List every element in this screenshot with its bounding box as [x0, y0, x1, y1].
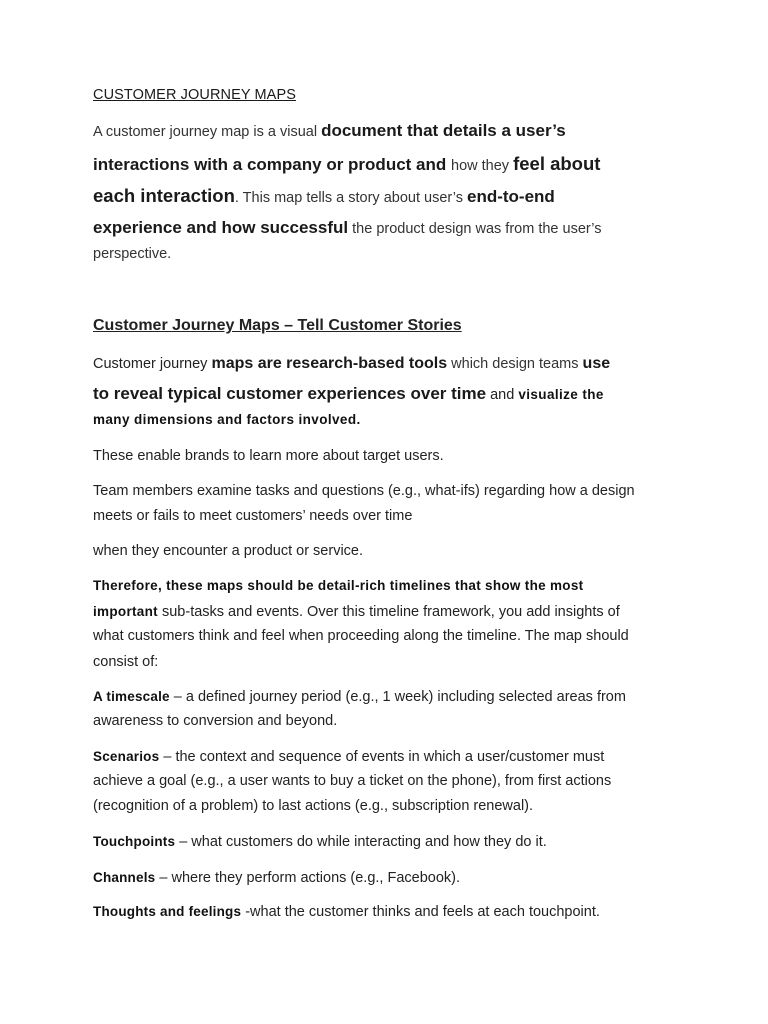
document-title: CUSTOMER JOURNEY MAPS	[93, 87, 296, 103]
timescale-line-2: awareness to conversion and beyond.	[93, 713, 338, 729]
p1-line-2	[93, 384, 604, 404]
intro-line-3	[93, 185, 555, 207]
timescale-text: – a defined journey period (e.g., 1 week) including selected areas from	[169, 689, 626, 705]
channels-term: Channels	[93, 870, 156, 885]
p5-line-1: Therefore, these maps should be detail-rich timelines that show the most	[93, 578, 584, 593]
scenarios-term: Scenarios	[93, 749, 160, 764]
p1-emphasis: to reveal typical customer experiences over time	[93, 384, 487, 403]
touchpoints-text: – what customers do while interacting and how they do it.	[175, 834, 547, 850]
section-heading: Customer Journey Maps – Tell Customer Stories	[93, 317, 462, 334]
thoughts-term: Thoughts and feelings	[93, 904, 242, 919]
intro-text: the product design was from the user’s	[348, 221, 602, 237]
intro-text: . This map tells a story about user’s	[234, 190, 467, 206]
p3-line-2: meets or fails to meet customers’ needs over time	[93, 508, 413, 524]
intro-emphasis: end-to-end	[467, 187, 555, 206]
intro-text: how they	[451, 158, 514, 174]
paragraph-brands: These enable brands to learn more about target users.	[93, 448, 444, 464]
timescale-term: A timescale	[93, 689, 170, 704]
intro-emphasis: interactions with a company or product and	[93, 155, 451, 174]
p1-emphasis: maps are research-based tools	[211, 355, 448, 372]
channels-text: – where they perform actions (e.g., Facebook).	[155, 870, 461, 886]
p1-text: which design teams	[447, 356, 583, 372]
intro-line-1	[93, 121, 566, 141]
scenarios-line-2: achieve a goal (e.g., a user wants to buy a ticket on the phone), from first actions	[93, 773, 612, 789]
p1-text: Customer journey	[93, 356, 212, 372]
p3-line-1: Team members examine tasks and questions (e.g., what-ifs) regarding how a design	[93, 483, 635, 499]
p5-line-4: consist of:	[93, 654, 159, 670]
intro-emphasis: each interaction	[93, 185, 235, 206]
timescale-line-1	[93, 688, 626, 706]
touchpoints-term: Touchpoints	[93, 834, 176, 849]
paragraph-encounter: when they encounter a product or service.	[93, 543, 364, 559]
item-thoughts-feelings	[93, 903, 600, 921]
p1-line-3: many dimensions and factors involved.	[93, 412, 361, 427]
thoughts-text: -what the customer thinks and feels at each touchpoint.	[241, 904, 600, 920]
p5-text: sub-tasks and events. Over this timeline framework, you add insights of	[157, 604, 620, 620]
p5-emphasis: important	[93, 604, 158, 619]
scenarios-line-3: (recognition of a problem) to last actions (e.g., subscription renewal).	[93, 798, 534, 814]
intro-line-4	[93, 218, 601, 238]
scenarios-line-1	[93, 748, 604, 766]
item-channels	[93, 869, 460, 887]
p1-line-1	[93, 355, 610, 373]
intro-emphasis: feel about	[513, 153, 601, 174]
intro-emphasis: document that details a user’s	[321, 121, 566, 140]
p1-text: and	[486, 387, 519, 403]
p1-emphasis: visualize the	[518, 387, 604, 402]
intro-line-5: perspective.	[93, 246, 172, 262]
intro-text: A customer journey map is a visual	[93, 124, 322, 140]
intro-emphasis: experience and how successful	[93, 218, 349, 237]
intro-line-2	[93, 153, 600, 175]
scenarios-text: – the context and sequence of events in which a user/customer must	[159, 749, 605, 765]
p5-line-2	[93, 603, 620, 621]
p1-emphasis: use	[582, 355, 611, 372]
p5-line-3: what customers think and feel when proceeding along the timeline. The map should	[93, 628, 629, 644]
item-touchpoints	[93, 833, 547, 851]
